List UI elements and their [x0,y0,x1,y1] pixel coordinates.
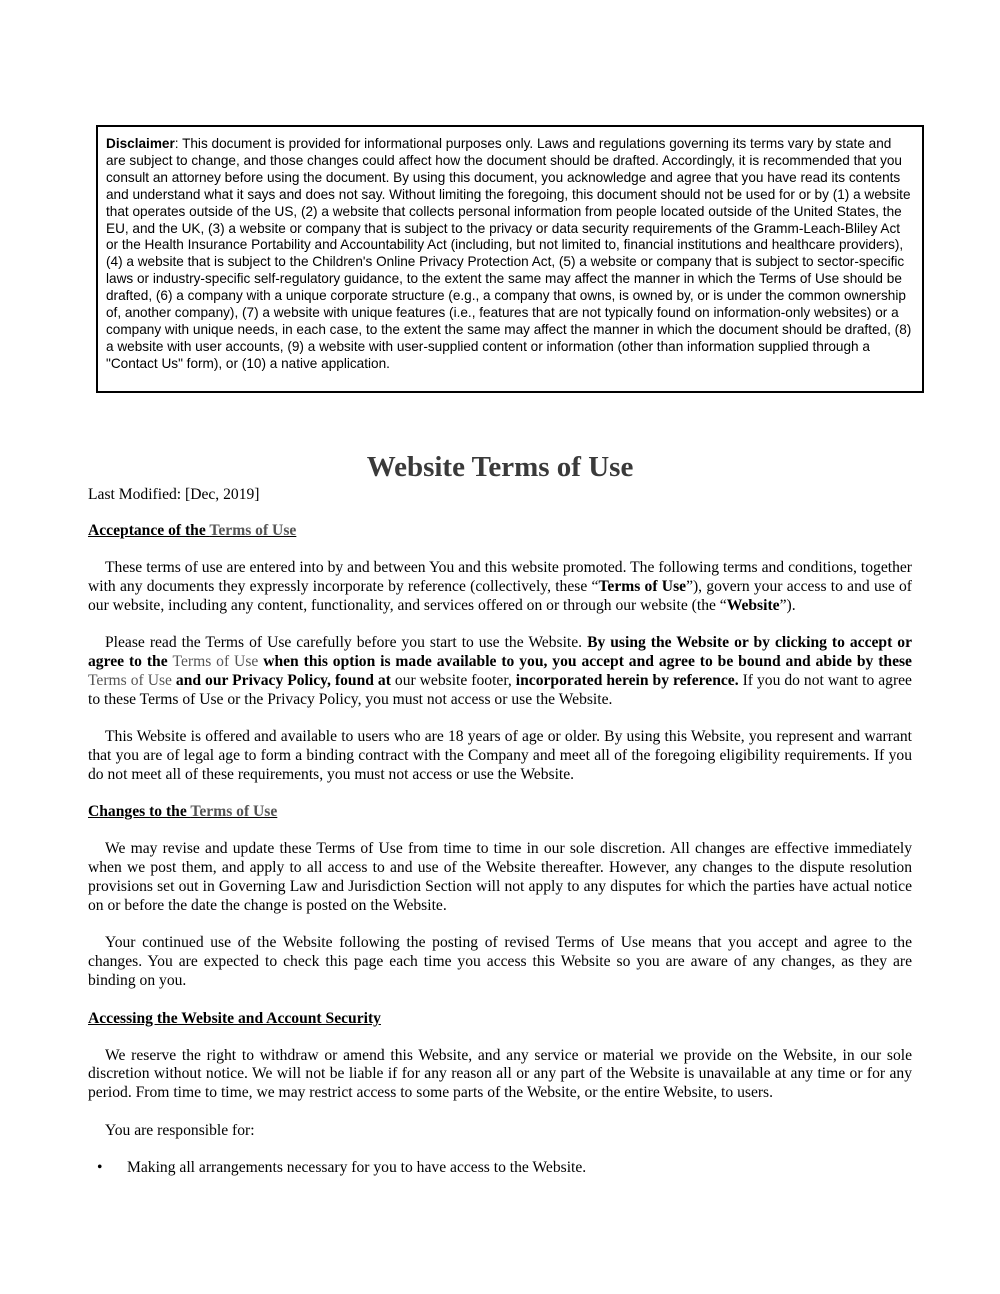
page-title: Website Terms of Use [366,451,634,483]
bold-run: Website [726,596,780,614]
disclaimer-text: : This document is provided for informational purposes only. Laws and regulations governing its terms vary by state and are subject to change, and those changes could affect how the document should be drafted. Accordingly, it is recommended that you consult an attorney before using the document. By using this document, you acknowledge and agree that you have read its contents and understand what it says and does not say. Without limiting the foregoing, this document should not be used for or by (1) a website that operates outside of the US, (2) a website that collects personal information from people located outside of the United States, the EU, and the UK, (3) a website or company that is subject to the privacy or data security requirements of the Gramm-Leach-Bliley Act or the Health Insurance Portability and Accountability Act (including, but not limited to, financial institutions and healthcare providers), (4) a website that is subject to the Children's Online Privacy Protection Act, (5) a website or company that is subject to sector-specific laws or industry-specific self-regulatory guidance, to the extent the same may affect the manner in which the Terms of Use should be drafted, (6) a company with a unique corporate structure (e.g., a company that owns, is owned by, or is under the common ownership of, another company), (7) a website with unique features (i.e., features that are not typically found on information-only websites) or a company with unique needs, in each case, to the extent the same may affect the manner in which the document should be drafted, (8) a website with user accounts, (9) a website with user-supplied content or information (other than information supplied through a "Contact Us" form), or (10) a native application. [106,136,912,371]
paragraph-changes-1: We may revise and update these Terms of Use from time to time in our sole discretion. All changes are effective immediately when we post them, and apply to all access to and use of the Website thereafter. However, any changes to the dispute resolution provisions set out in Governing Law and Jurisdiction Section will not apply to any disputes for which the parties have actual notice on or before the date the change is posted on the Website. [88,840,912,914]
disclaimer-box [96,125,924,393]
terms-run: Terms of Use [172,652,259,670]
terms-document [88,448,912,1178]
text-run: Please read the Terms of Use carefully before you start to use the Website. [105,634,588,652]
bold-run: Terms of Use [598,577,687,595]
section-heading-acceptance [88,522,912,541]
paragraph-accessing-2: You are responsible for: [105,1121,255,1139]
text-run: ”), govern your access to and use of our website, including any content, functionality, and services offered on or through our website (the “ [88,577,912,614]
heading-terms-text: Terms of Use [190,803,278,821]
paragraph-acceptance-1 [88,559,912,616]
text-run: These terms of use are entered into by and between You and this website promoted. The following terms and conditions, together with any documents they expressly incorporate by reference (collectively, these “ [88,558,912,595]
text-run: our website footer, [390,671,516,689]
bold-run: when this option is made available to you, you accept and agree to be bound and abide by these [258,652,912,670]
paragraph-accessing-1: We reserve the right to withdraw or amend this Website, and any service or material we provide on the Website, in our sole discretion without notice. We will not be liable if for any reason all or any part of the Website is unavailable at any time or for any period. From time to time, we may restrict access to some parts of the Website, or the entire Website, to users. [88,1046,912,1102]
bold-run: incorporated herein by reference. [515,671,739,689]
text-run: If you do not want to agree to these Terms of Use or the Privacy Policy, you must not access or use the Website. [88,671,912,708]
paragraph-acceptance-2 [88,634,912,710]
paragraph-changes-2: Your continued use of the Website following the posting of revised Terms of Use means that you accept and agree to the changes. You are expected to check this page each time you access this Website so you are aware of any changes, as they are binding on you. [88,934,912,990]
heading-terms-text: Terms of Use [209,521,297,539]
bold-run: By using the Website or by clicking to accept or agree to the [88,634,912,670]
terms-run: Terms of Use [88,671,172,689]
section-heading-accessing: Accessing the Website and Account Security [88,1009,381,1027]
last-modified: Last Modified: [Dec, 2019] [88,486,260,503]
heading-text: Acceptance of the [88,521,210,539]
heading-text: Changes to the [88,803,191,821]
list-item-text: Making all arrangements necessary for you to have access to the Website. [127,1159,587,1177]
text-run: ”). [779,596,796,614]
bold-run: and our Privacy Policy, found at [171,671,391,689]
paragraph-acceptance-3: This Website is offered and available to users who are 18 years of age or older. By using this Website, you represent and warrant that you are of legal age to form a binding contract with the Company and meet all of the foregoing eligibility requirements. If you do not meet all of these requirements, you must not access or use the Website. [88,728,912,783]
section-heading-changes [88,803,912,822]
list-item [88,1159,912,1178]
bullet-icon: • [97,1159,103,1177]
disclaimer-label: Disclaimer [106,136,175,151]
